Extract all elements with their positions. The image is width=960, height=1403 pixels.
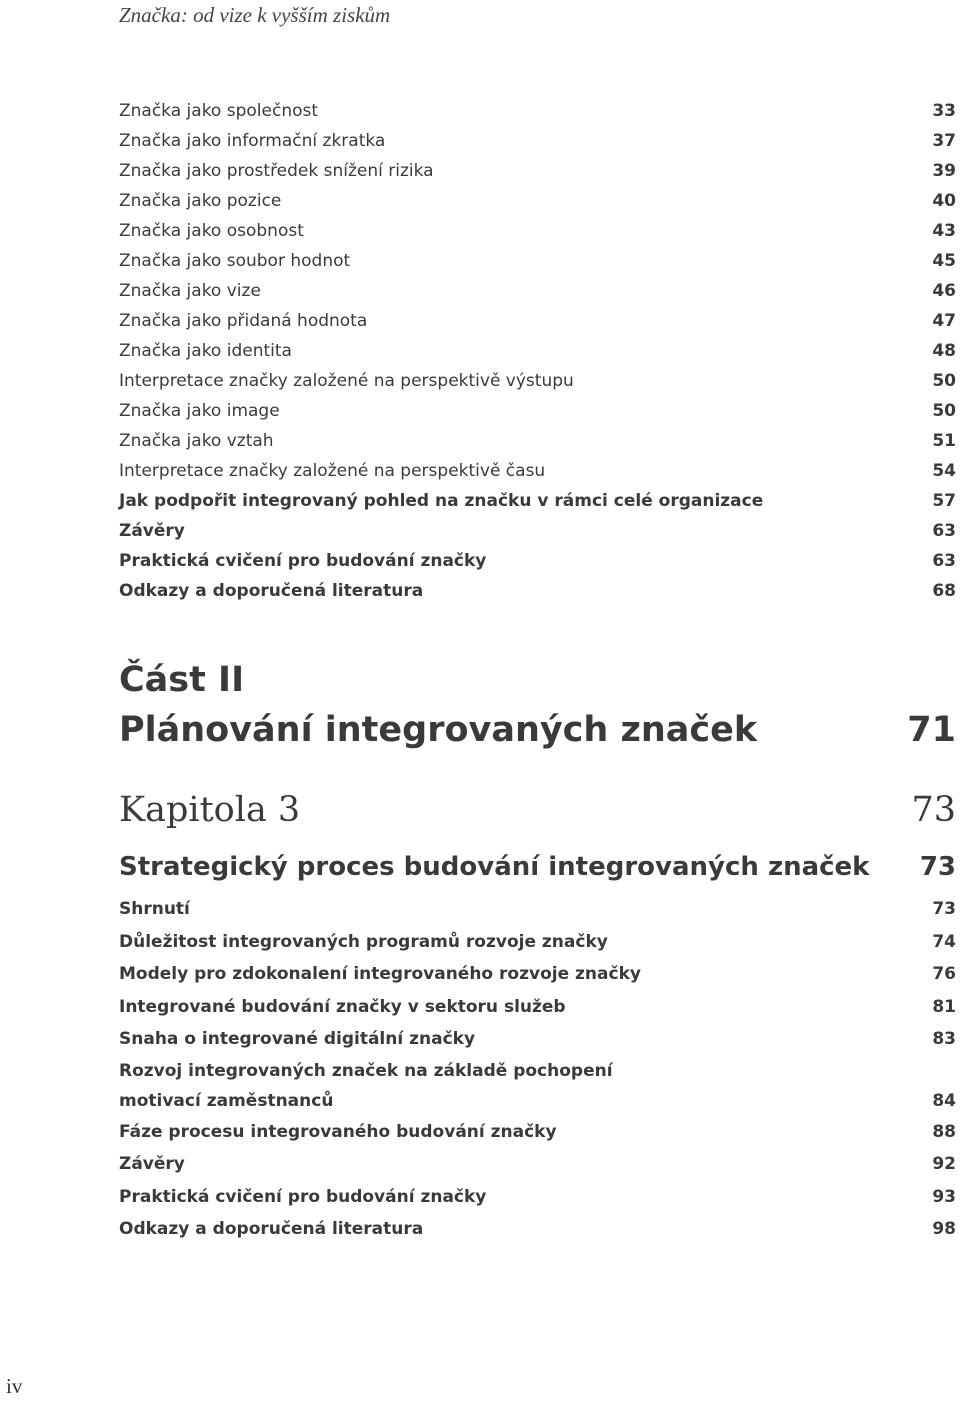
toc-entry-page: 88 xyxy=(932,1121,956,1142)
toc-entry-multiline[interactable] xyxy=(119,1056,956,1116)
toc-entry-title: Interpretace značky založené na perspektivě výstupu xyxy=(119,371,574,391)
toc-entry-page: 48 xyxy=(932,341,956,361)
toc-entry[interactable] xyxy=(119,486,956,516)
toc-entry-title: Značka jako přidaná hodnota xyxy=(119,311,368,331)
toc-entry[interactable] xyxy=(119,336,956,366)
chapter-title-page: 73 xyxy=(919,852,956,882)
toc-entry-page: 47 xyxy=(932,311,956,331)
toc-entry-page: 57 xyxy=(932,491,956,511)
toc-entry-title: Značka jako informační zkratka xyxy=(119,131,386,151)
toc-entry-page: 50 xyxy=(932,401,956,421)
toc-entry-page: 92 xyxy=(932,1154,956,1174)
page-number: iv xyxy=(6,1374,23,1398)
chapter-label: Kapitola 3 xyxy=(119,790,301,830)
toc-entry-title: Značka jako soubor hodnot xyxy=(119,251,351,271)
toc-entry-page: 93 xyxy=(932,1186,956,1207)
toc-entry[interactable] xyxy=(119,926,956,959)
toc-entry-page: 84 xyxy=(932,1090,956,1111)
toc-entry-page: 63 xyxy=(932,521,956,541)
toc-entry-page: 54 xyxy=(932,461,956,481)
toc-entry-title: Značka jako osobnost xyxy=(119,221,304,241)
toc-entry-title: Praktická cvičení pro budování značky xyxy=(119,551,487,571)
chapter-entry[interactable] xyxy=(119,782,956,838)
toc-entry[interactable] xyxy=(119,96,956,126)
toc-entry-page: 51 xyxy=(932,431,956,451)
toc-entry-title: Značka jako společnost xyxy=(119,101,319,121)
toc-entry[interactable] xyxy=(119,306,956,336)
toc-entry[interactable] xyxy=(119,958,956,991)
toc-entry-page: 63 xyxy=(932,551,956,571)
toc-entry-title: Značka jako identita xyxy=(119,341,292,361)
toc-entry[interactable] xyxy=(119,276,956,306)
toc-entry-title: Závěry xyxy=(119,521,185,541)
toc-entry-page: 76 xyxy=(932,964,956,984)
toc-entry[interactable] xyxy=(119,576,956,606)
toc-entry-page: 37 xyxy=(932,131,956,151)
part-title-entry[interactable] xyxy=(119,704,956,756)
toc-entry-page: 68 xyxy=(932,581,956,601)
running-head: Značka: od vize k vyšším ziskům xyxy=(119,3,391,27)
toc-entry-title xyxy=(119,1056,613,1116)
toc-entry[interactable] xyxy=(119,156,956,186)
toc-entry[interactable] xyxy=(119,516,956,546)
toc-entry[interactable] xyxy=(119,1148,956,1181)
toc-entry[interactable] xyxy=(119,1181,956,1214)
toc-entry-page: 40 xyxy=(932,191,956,211)
toc-entry-page: 81 xyxy=(932,996,956,1017)
toc-entry[interactable] xyxy=(119,1213,956,1246)
part-title: Plánování integrovaných značek xyxy=(119,710,758,750)
toc-entry-title: Shrnutí xyxy=(119,899,190,919)
toc-entry[interactable] xyxy=(119,1023,956,1056)
toc-entry-title: Odkazy a doporučená literatura xyxy=(119,1219,424,1239)
toc-entry[interactable] xyxy=(119,1116,956,1149)
toc-entry-title: Interpretace značky založené na perspektivě času xyxy=(119,461,546,481)
toc-entry-page: 73 xyxy=(932,899,956,919)
toc-entry-title: Značka jako vztah xyxy=(119,431,274,451)
toc-entry-title: Integrované budování značky v sektoru služeb xyxy=(119,996,566,1017)
toc-entry-title: Odkazy a doporučená literatura xyxy=(119,581,424,601)
toc-entry-page: 98 xyxy=(932,1219,956,1239)
toc-entry-page: 74 xyxy=(932,931,956,952)
toc-entry[interactable] xyxy=(119,186,956,216)
toc-entry-page: 33 xyxy=(932,101,956,121)
toc-entry[interactable] xyxy=(119,396,956,426)
toc-entry-title: Značka jako pozice xyxy=(119,191,282,211)
toc-entry-title: Modely pro zdokonalení integrovaného rozvoje značky xyxy=(119,964,641,984)
toc-entry-title-line: motivací zaměstnanců xyxy=(119,1090,334,1111)
toc-entry[interactable] xyxy=(119,991,956,1024)
chapter-title-entry[interactable] xyxy=(119,847,956,887)
toc-entry-title: Závěry xyxy=(119,1154,185,1174)
toc-entry[interactable] xyxy=(119,426,956,456)
toc-entry-title: Značka jako vize xyxy=(119,281,261,301)
toc-entry-title: Jak podpořit integrovaný pohled na značku v rámci celé organizace xyxy=(119,491,764,511)
toc-entry-title: Značka jako prostředek snížení rizika xyxy=(119,161,434,181)
toc-entry-title: Značka jako image xyxy=(119,401,280,421)
chapter-page: 73 xyxy=(911,790,956,830)
toc-entry[interactable] xyxy=(119,126,956,156)
toc-section-2 xyxy=(119,893,956,1246)
toc-entry-page: 46 xyxy=(932,281,956,301)
toc-entry-title: Fáze procesu integrovaného budování značky xyxy=(119,1121,557,1142)
toc-entry-title: Důležitost integrovaných programů rozvoje značky xyxy=(119,931,608,952)
toc-entry[interactable] xyxy=(119,366,956,396)
toc-entry-page: 83 xyxy=(932,1029,956,1049)
toc-entry-page: 43 xyxy=(932,221,956,241)
toc-entry[interactable] xyxy=(119,216,956,246)
toc-entry[interactable] xyxy=(119,546,956,576)
toc-entry-page: 45 xyxy=(932,251,956,271)
toc-entry-title-line: Rozvoj integrovaných značek na základě pochopení xyxy=(119,1060,613,1081)
toc-entry-page: 50 xyxy=(932,371,956,391)
toc-entry[interactable] xyxy=(119,456,956,486)
toc-entry-page: 39 xyxy=(932,161,956,181)
toc-entry[interactable] xyxy=(119,893,956,926)
toc-entry[interactable] xyxy=(119,246,956,276)
toc-entry-title: Praktická cvičení pro budování značky xyxy=(119,1186,487,1207)
toc-entry-title: Snaha o integrované digitální značky xyxy=(119,1029,476,1049)
part-page: 71 xyxy=(907,710,956,750)
toc-section-1 xyxy=(119,96,956,606)
chapter-title: Strategický proces budování integrovaných značek xyxy=(119,852,870,882)
part-label: Část II xyxy=(119,660,245,700)
